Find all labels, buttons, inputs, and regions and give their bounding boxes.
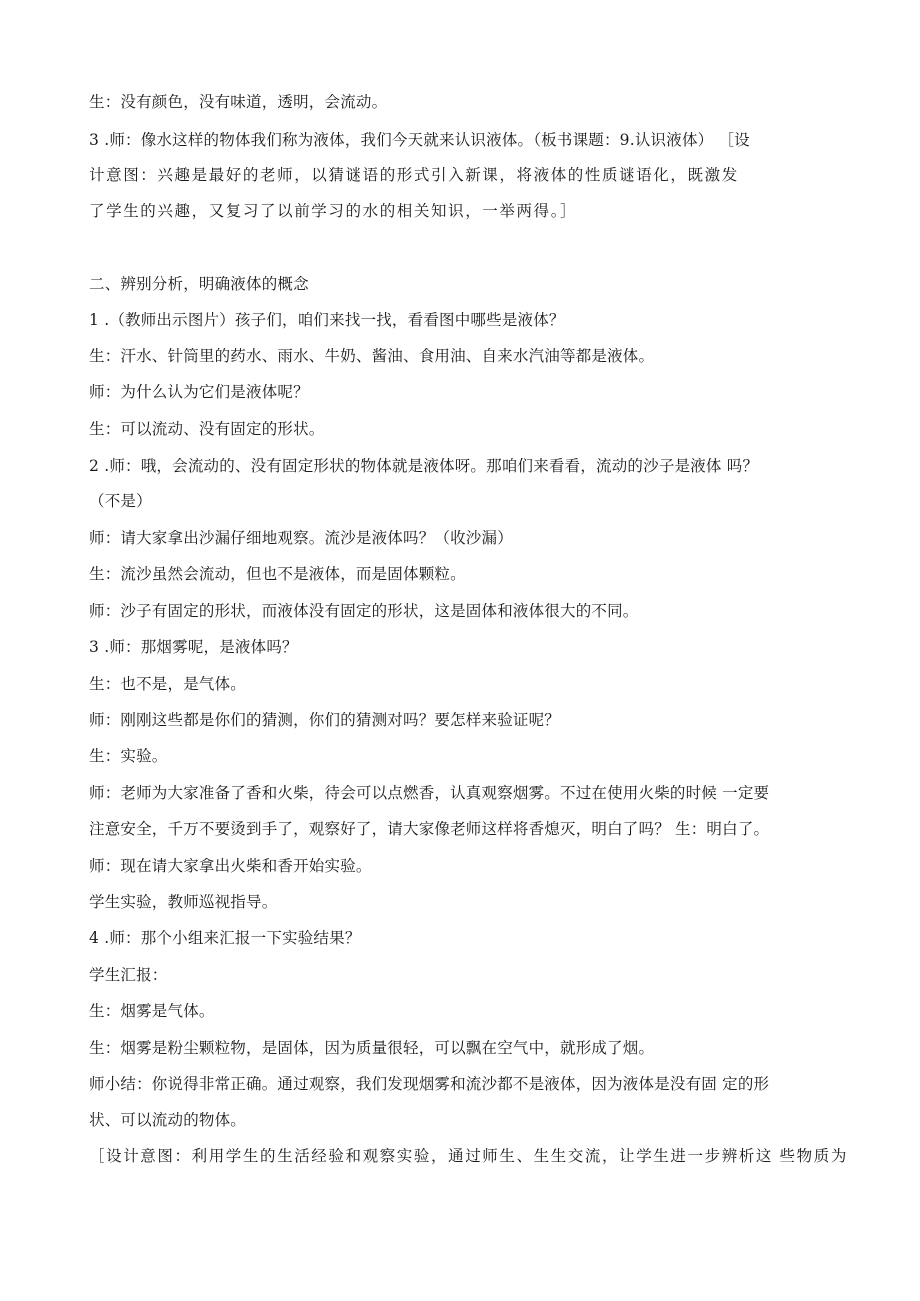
text-line: 师：老师为大家准备了香和火柴，待会可以点燃香，认真观察烟雾。不过在使用火柴的时候 一定要 (89, 784, 770, 802)
text-line: 注意安全，千万不要烫到手了，观察好了，请大家像老师这样将香熄灭，明白了吗？ 生：明白了。 (89, 820, 770, 838)
text-line: ［设计意图：利用学生的生活经验和观察实验，通过师生、生生交流，让学生进一步辨析这 些物质为 (89, 1147, 848, 1165)
text-line: 生：汗水、针筒里的药水、雨水、牛奶、酱油、食用油、自来水汽油等都是液体。 (89, 347, 655, 365)
text-line: 2 .师：哦，会流动的、没有固定形状的物体就是液体呀。那咱们来看看，流动的沙子是液体 吗？ (89, 457, 759, 475)
text-line: 师小结：你说得非常正确。通过观察，我们发现烟雾和流沙都不是液体，因为液体是没有固 定的形 (89, 1075, 770, 1093)
text-line: 了学生的兴趣，又复习了以前学习的水的相关知识，一举两得。］ (89, 202, 578, 220)
section-heading: 二、辨别分析，明确液体的概念 (89, 275, 309, 293)
text-line: 生：可以流动、没有固定的形状。 (89, 420, 325, 438)
text-line: 状、可以流动的物体。 (89, 1111, 247, 1129)
text-line: 3 .师：那烟雾呢，是液体吗？ (89, 638, 298, 656)
text-line: 计意图：兴趣是最好的老师，以猜谜语的形式引入新课，将液体的性质谜语化，既激发 (89, 166, 739, 184)
text-line: 生：烟雾是粉尘颗粒物，是固体，因为质量很轻，可以飘在空气中，就形成了烟。 (89, 1039, 655, 1057)
text-line: 生：没有颜色，没有味道，透明，会流动。 (89, 93, 388, 111)
text-line: 生：实验。 (89, 747, 168, 765)
text-line: 学生汇报： (89, 966, 168, 984)
text-line: 师：为什么认为它们是液体呢？ (89, 383, 309, 401)
text-line: 师：请大家拿出沙漏仔细地观察。流沙是液体吗？（收沙漏） (89, 529, 513, 547)
text-line: 生：烟雾是气体。 (89, 1002, 215, 1020)
text-line: 1 .（教师出示图片）孩子们，咱们来找一找，看看图中哪些是液体？ (89, 311, 565, 329)
text-line: 4 .师：那个小组来汇报一下实验结果？ (89, 929, 361, 947)
text-line: 师：沙子有固定的形状，而液体没有固定的形状，这是固体和液体很大的不同。 (89, 602, 639, 620)
text-line: 3 .师：像水这样的物体我们称为液体，我们今天就来认识液体。（板书课题：9.认识液体） ［设 (89, 131, 750, 149)
text-line: 生：流沙虽然会流动，但也不是液体，而是固体颗粒。 (89, 565, 466, 583)
text-line: 师：刚刚这些都是你们的猜测，你们的猜测对吗？要怎样来验证呢？ (89, 711, 561, 729)
text-line: 师：现在请大家拿出火柴和香开始实验。 (89, 857, 372, 875)
text-line: （不是） (89, 492, 152, 510)
text-line: 生：也不是，是气体。 (89, 675, 247, 693)
text-line: 学生实验，教师巡视指导。 (89, 893, 278, 911)
